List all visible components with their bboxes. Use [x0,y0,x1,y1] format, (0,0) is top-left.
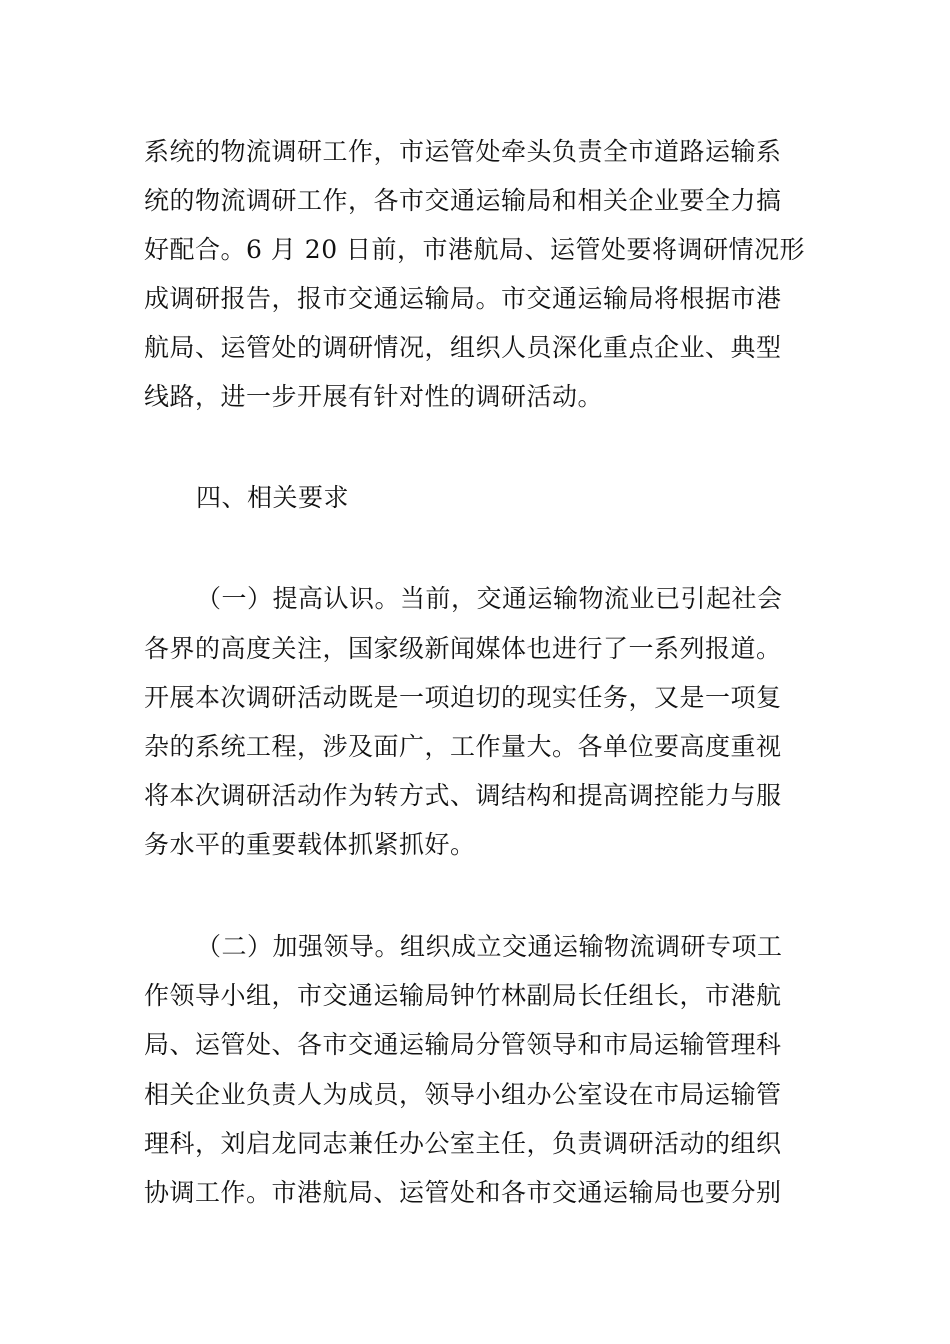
paragraph-line: 局、运管处、各市交通运输局分管领导和市局运输管理科 [144,1030,782,1059]
paragraph-line: 杂的系统工程，涉及面广，工作量大。各单位要高度重视 [144,732,782,761]
paragraph-line: 成调研报告，报市交通运输局。市交通运输局将根据市港 [144,284,782,313]
paragraph-line: 将本次调研活动作为转方式、调结构和提高调控能力与服 [144,781,782,810]
paragraph-line: 各界的高度关注，国家级新闻媒体也进行了一系列报道。 [144,634,782,663]
paragraph-line: 务水平的重要载体抓紧抓好。 [144,830,476,859]
paragraph-line: 协调工作。市港航局、运管处和各市交通运输局也要分别 [144,1178,782,1207]
section-heading: 四、相关要求 [196,483,350,512]
paragraph-line: 系统的物流调研工作，市运管处牵头负责全市道路运输系 [144,137,782,166]
paragraph-line: 相关企业负责人为成员，领导小组办公室设在市局运输管 [144,1080,782,1109]
paragraph-line: 开展本次调研活动既是一项迫切的现实任务，又是一项复 [144,683,782,712]
paragraph-line: 理科，刘启龙同志兼任办公室主任，负责调研活动的组织 [144,1129,782,1158]
paragraph-line: 好配合。6 月 20 日前，市港航局、运管处要将调研情况形 [144,235,806,264]
paragraph-line: 统的物流调研工作，各市交通运输局和相关企业要全力搞 [144,186,782,215]
paragraph-line: （一）提高认识。当前，交通运输物流业已引起社会 [196,584,783,613]
paragraph-line: 航局、运管处的调研情况，组织人员深化重点企业、典型 [144,333,782,362]
paragraph-line: （二）加强领导。组织成立交通运输物流调研专项工 [196,932,783,961]
paragraph-line: 作领导小组，市交通运输局钟竹林副局长任组长，市港航 [144,981,782,1010]
paragraph-line: 线路，进一步开展有针对性的调研活动。 [144,382,604,411]
